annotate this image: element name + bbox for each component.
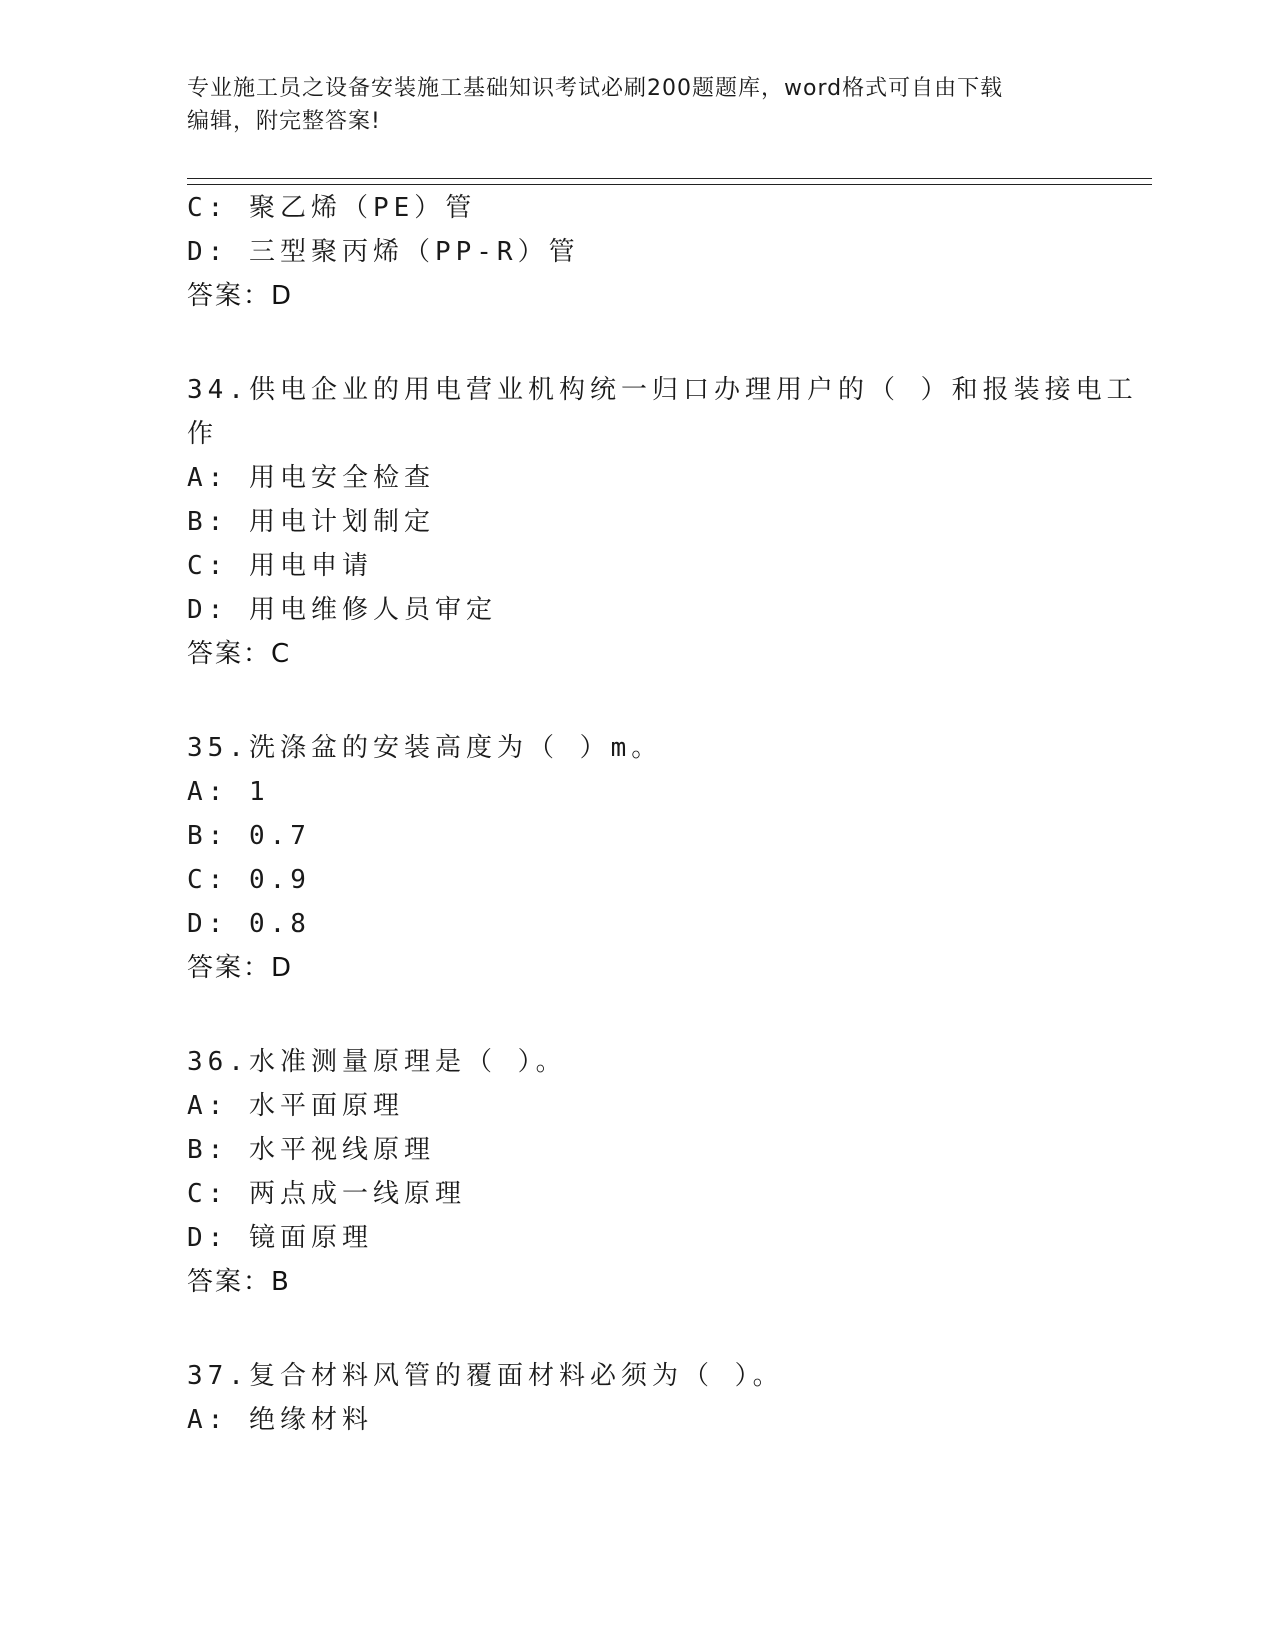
q35-option-d: D: 0.8 — [187, 909, 311, 939]
q35-question: 35.洗涤盆的安装高度为（ ）m。 — [187, 733, 663, 763]
q34-option-a: A: 用电安全检查 — [187, 463, 435, 493]
header-title-line-2: 编辑，附完整答案! — [187, 109, 381, 134]
q35-option-a: A: 1 — [187, 777, 270, 807]
q35-option-c: C: 0.9 — [187, 865, 311, 895]
q37-question: 37.复合材料风管的覆面材料必须为（ ）。 — [187, 1361, 784, 1391]
q36-option-c: C: 两点成一线原理 — [187, 1179, 466, 1209]
q36-option-d: D: 镜面原理 — [187, 1223, 373, 1253]
q35-option-b: B: 0.7 — [187, 821, 311, 851]
q36-answer: 答案：B — [187, 1267, 291, 1297]
q33-answer: 答案：D — [187, 281, 294, 311]
q34-answer: 答案：C — [187, 639, 292, 669]
q34-option-c: C: 用电申请 — [187, 551, 373, 581]
q34-option-d: D: 用电维修人员审定 — [187, 595, 497, 625]
q34-option-b: B: 用电计划制定 — [187, 507, 435, 537]
q33-option-c: C: 聚乙烯（PE）管 — [187, 193, 477, 223]
q37-option-a: A: 绝缘材料 — [187, 1405, 373, 1435]
q33-option-d: D: 三型聚丙烯（PP-R）管 — [187, 237, 580, 267]
q35-answer: 答案：D — [187, 953, 294, 983]
header-double-rule — [187, 178, 1152, 185]
header-title-line-1: 专业施工员之设备安装施工基础知识考试必刷200题题库，word格式可自由下载 — [187, 76, 1004, 101]
document-header — [187, 72, 1087, 138]
q34-question-line-1: 34.供电企业的用电营业机构统一归口办理用户的（ ）和报装接电工 — [187, 375, 1138, 405]
q34-question-line-2: 作 — [187, 419, 219, 449]
q36-option-a: A: 水平面原理 — [187, 1091, 404, 1121]
q36-option-b: B: 水平视线原理 — [187, 1135, 435, 1165]
q36-question: 36.水准测量原理是（ ）。 — [187, 1047, 567, 1077]
